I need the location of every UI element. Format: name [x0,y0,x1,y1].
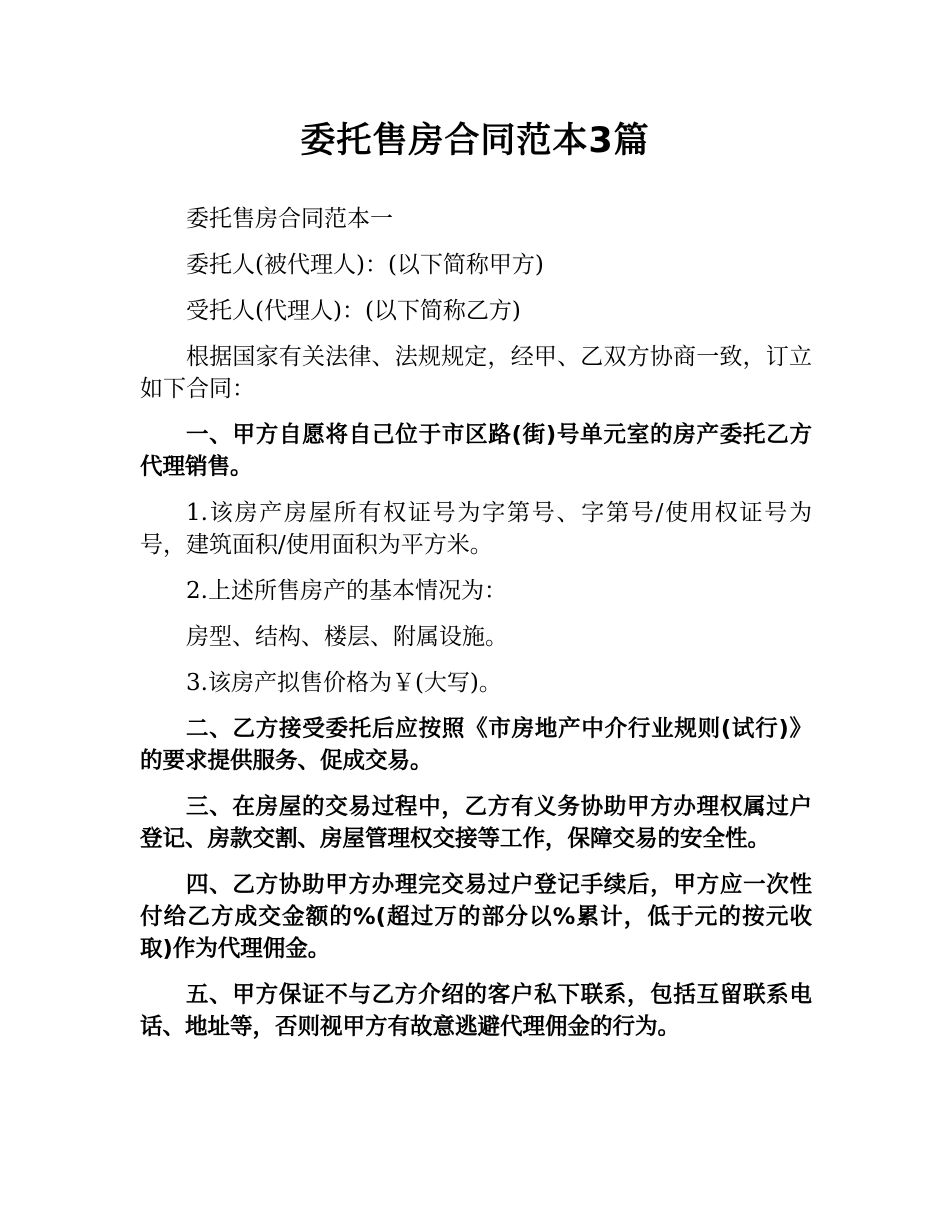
clause-1-item-3: 3.该房产拟售价格为￥(大写)。 [186,670,502,696]
clause-5: 五、甲方保证不与乙方介绍的客户私下联系，包括互留联系电话、地址等，否则视甲方有故意逃避代理佣金的行为。 [140,982,812,1040]
section-heading: 委托售房合同范本一 [186,206,393,232]
clause-1: 一、甲方自愿将自己位于市区路(街)号单元室的房产委托乙方代理销售。 [140,422,812,480]
clause-1-item-2-detail: 房型、结构、楼层、附属设施。 [186,624,508,650]
clause-2: 二、乙方接受委托后应按照《市房地产中介行业规则(试行)》的要求提供服务、促成交易。 [140,716,812,774]
principal-line: 委托人(被代理人)：(以下简称甲方) [186,252,544,278]
document-title: 委托售房合同范本3篇 [300,121,650,161]
clause-4: 四、乙方协助甲方办理完交易过户登记手续后，甲方应一次性付给乙方成交金额的%(超过万的部分以%累计，低于元的按元收取)作为代理佣金。 [140,872,812,962]
preamble-paragraph: 根据国家有关法律、法规规定，经甲、乙双方协商一致，订立如下合同： [140,344,812,402]
clause-3: 三、在房屋的交易过程中，乙方有义务协助甲方办理权属过户登记、房款交割、房屋管理权交接等工作，保障交易的安全性。 [140,794,812,852]
clause-1-item-2: 2.上述所售房产的基本情况为： [186,578,507,604]
agent-line: 受托人(代理人)：(以下简称乙方) [186,298,521,324]
document-body [140,203,812,1057]
clause-1-item-1: 1.该房产房屋所有权证号为字第号、字第号/使用权证号为号，建筑面积/使用面积为平方米。 [140,500,812,558]
